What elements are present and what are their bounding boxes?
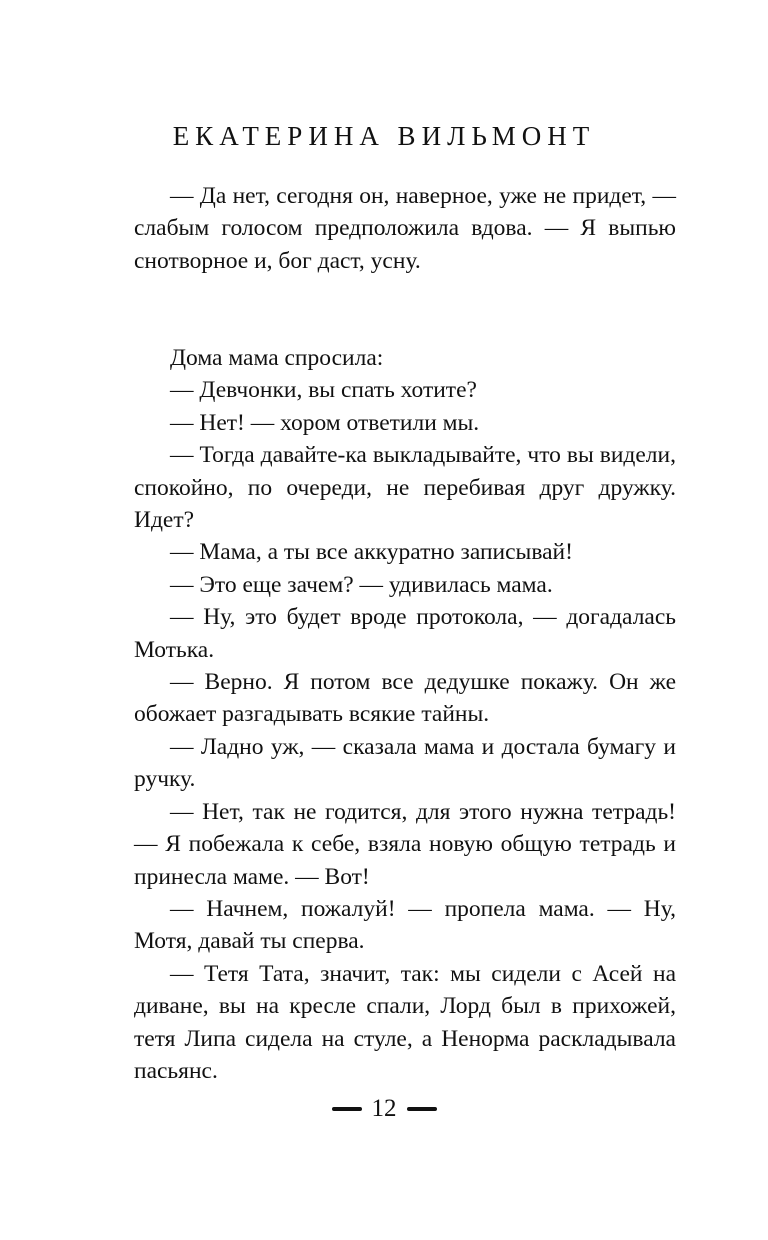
paragraph: — Да нет, сегодня он, наверное, уже не придет, — слабым голосом предположила вдова. — Я выпью снотворное и, бог даст, усну. (134, 183, 676, 274)
paragraph: — Это еще зачем? — удивилась мама. (170, 571, 553, 598)
folio-dash-left (332, 1107, 362, 1111)
paragraph: — Тогда давайте-ка выкладывайте, что вы видели, спокойно, по очереди, не перебивая друг дружку. Идет? (134, 442, 676, 534)
paragraph: — Девчонки, вы спать хотите? (170, 377, 477, 404)
text-block-main (134, 342, 676, 1087)
paragraph: — Нет! — хором ответили мы. (170, 409, 480, 436)
paragraph: — Начнем, пожалуй! — пропела мама. — Ну, Мотя, давай ты сперва. (134, 895, 676, 955)
paragraph: — Верно. Я потом все дедушке покажу. Он же обожает разгадывать всякие тайны. (134, 669, 676, 728)
paragraph: — Ну, это будет вроде протокола, — догадалась Мотька. (134, 604, 676, 663)
paragraph: — Мама, а ты все аккуратно записывай! (170, 539, 573, 566)
page-number-footer (0, 1094, 768, 1124)
paragraph: — Ладно уж, — сказала мама и достала бумагу и ручку. (134, 733, 676, 793)
running-head-author: ЕКАТЕРИНА ВИЛЬМОНТ (172, 121, 596, 151)
page-number: 12 (371, 1095, 397, 1122)
paragraph: — Нет, так не годится, для этого нужна тетрадь! — Я побежала к себе, взяла новую общую тетрадь и принесла маме. — Вот! (134, 798, 676, 890)
text-block-top (134, 180, 676, 277)
paragraph: — Тетя Тата, значит, так: мы сидели с Асей на диване, вы на кресле спали, Лорд был в прихожей, тетя Липа сидела на стуле, а Ненорма раскладывала пасьянс. (134, 960, 676, 1084)
paragraph: Дома мама спросила: (170, 345, 384, 371)
folio-dash-right (407, 1107, 437, 1111)
